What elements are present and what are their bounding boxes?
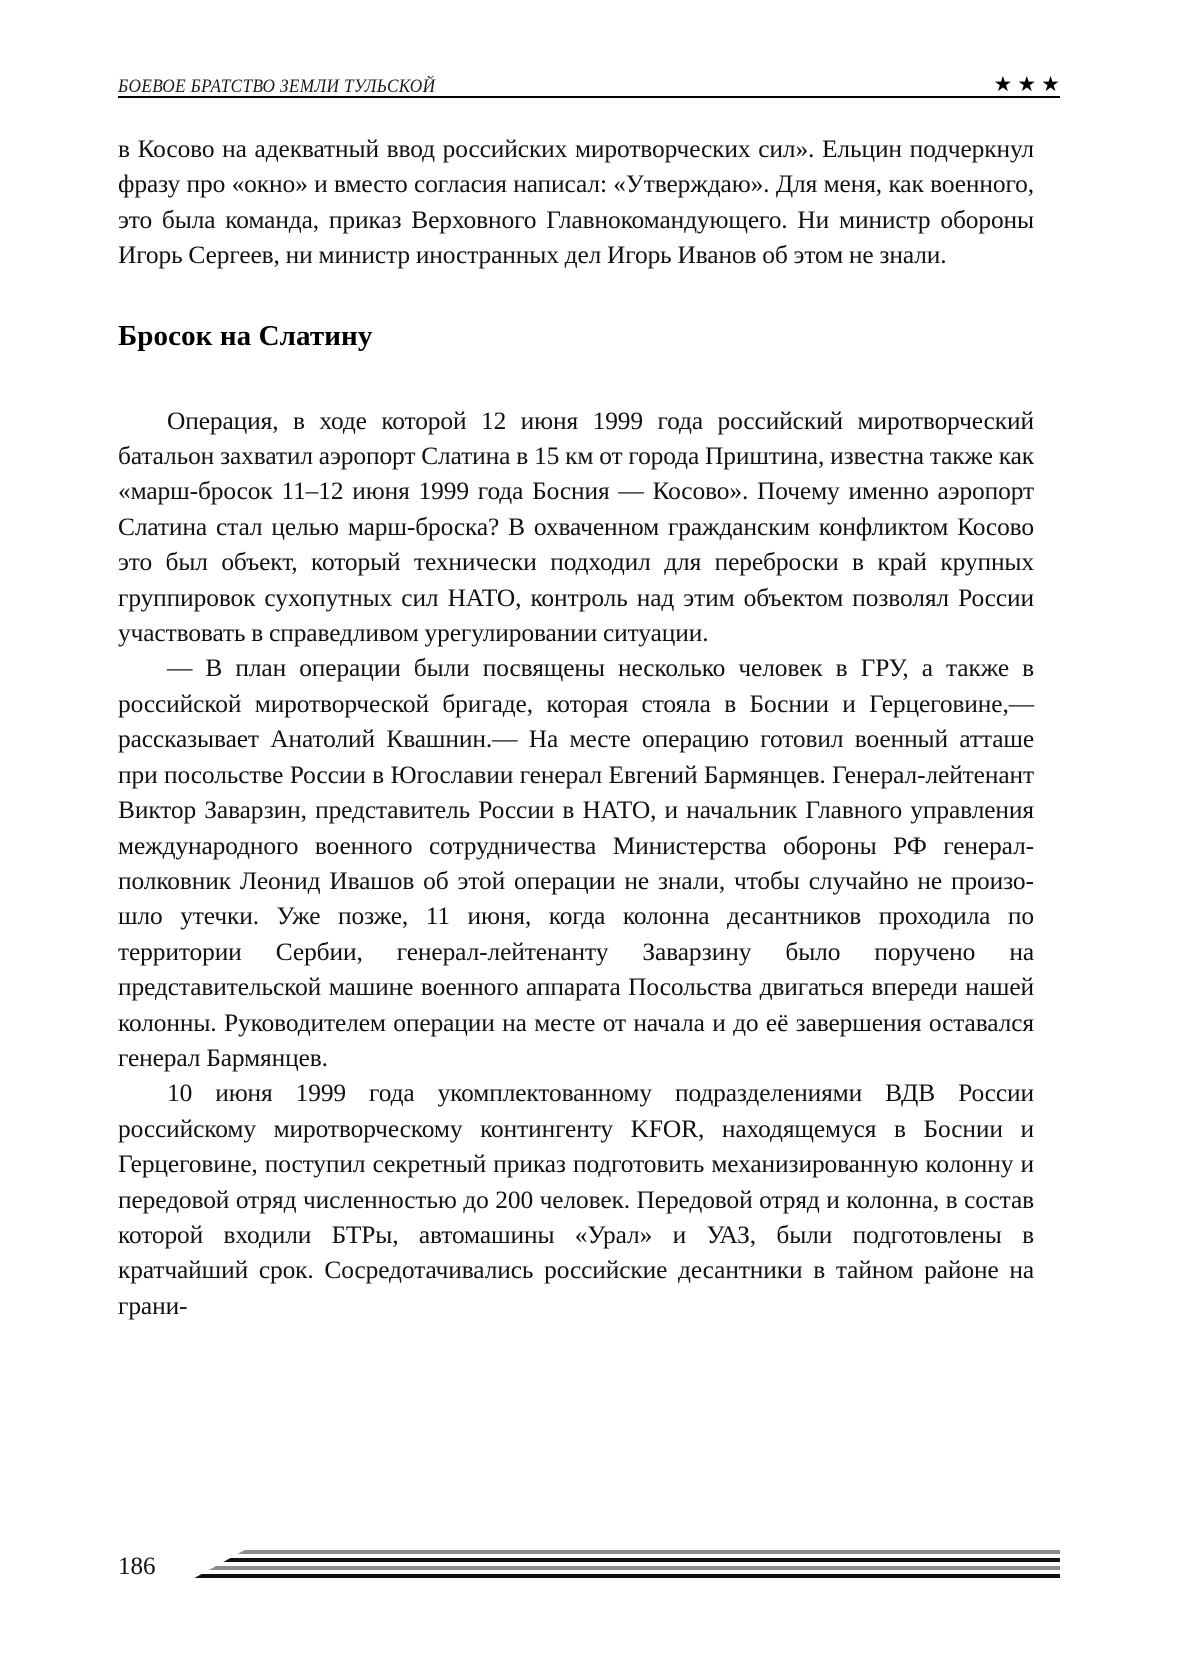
star-group — [994, 74, 1060, 96]
footer-stripe — [180, 1550, 1060, 1554]
paragraph-operation: Операция, в ходе которой 12 июня 1999 года российский миротворческий батальон захватил аэропорт Слатина в 15 км от города Приштина, известна также как «марш-бросок 11–12 июня 1999 года Босния — Косово». Почему именно аэропорт Слатина стал целью марш-броска? В охваченном гражданским конфликтом Косово это был объект, который технически подходил для переброски в край крупных группировок сухопутных сил НАТО, контроль над этим объектом позволял России участвовать в справедливом урегулировании ситуации. — [118, 406, 1034, 648]
running-head-title: БОЕВОЕ БРАТСТВО ЗЕМЛИ ТУЛЬСКОЙ — [118, 76, 436, 97]
section-heading: Бросок на Слатину — [118, 319, 373, 352]
paragraph-june-10: 10 июня 1999 года укомплектованному подразделениями ВДВ России российскому миротворческому контингенту KFOR, находящемуся в Боснии и Герцеговине, поступил секретный приказ подготовить механизированную колонну и передовой отряд численностью до 200 человек. Передовой отряд и колонна, в состав которой входили БТРы, автомашины «Урал» и УАЗ, были подготовлены в кратчайший срок. Сосредотачивались российские десантники в тайном районе на грани- — [118, 1079, 1034, 1320]
page-footer — [118, 1543, 1060, 1589]
text-column — [118, 132, 1034, 1324]
spacer-before-heading — [118, 274, 1034, 318]
page-number: 186 — [118, 1552, 156, 1580]
footer-stripe — [180, 1558, 1060, 1562]
header-rule — [118, 96, 1060, 98]
spacer-after-heading — [118, 354, 1034, 404]
running-head — [118, 54, 1060, 96]
footer-decoration — [180, 1546, 1060, 1586]
footer-stripe — [180, 1566, 1060, 1570]
star-icon: ★ — [993, 72, 1013, 96]
star-icon: ★ — [1017, 72, 1037, 96]
footer-stripes — [180, 1546, 1060, 1586]
paragraph-quote-kvashnin: — В план операции были посвящены несколько человек в ГРУ, а также в российской миротворческой бригаде, которая стояла в Боснии и Герцеговине,— рассказывает Анатолий Квашнин.— На месте операцию готовил военный атташе при посольстве России в Югославии генерал Евгений Бармянцев. Генерал-лейтенант Виктор Заварзин, представитель России в НАТО, и начальник Главного управления международного военного сотрудничества Министерства обороны РФ генерал-полковник Леонид Ивашов об этой операции не знали, чтобы случайно не произошло утечки. Уже позже, 11 июня, когда колонна десантников проходила по территории Сербии, генерал-лейтенанту Заварзину было поручено на представительской машине военного аппарата Посольства двигаться впереди нашей колонны. Руководителем операции на месте от начала и до её завершения оставался генерал Бармянцев. — [118, 654, 1034, 1072]
paragraph-continuation: в Косово на адекватный ввод российских миротворческих сил». Ельцин подчеркнул фразу про «окно» и вместо согласия написал: «Утверждаю». Для меня, как военного, это была команда, приказ Верховного Главнокомандующего. Ни министр обороны Игорь Сергеев, ни министр иностранных дел Игорь Иванов об этом не знали. — [118, 135, 1034, 270]
footer-stripe — [180, 1574, 1060, 1578]
star-icon: ★ — [1041, 72, 1060, 96]
